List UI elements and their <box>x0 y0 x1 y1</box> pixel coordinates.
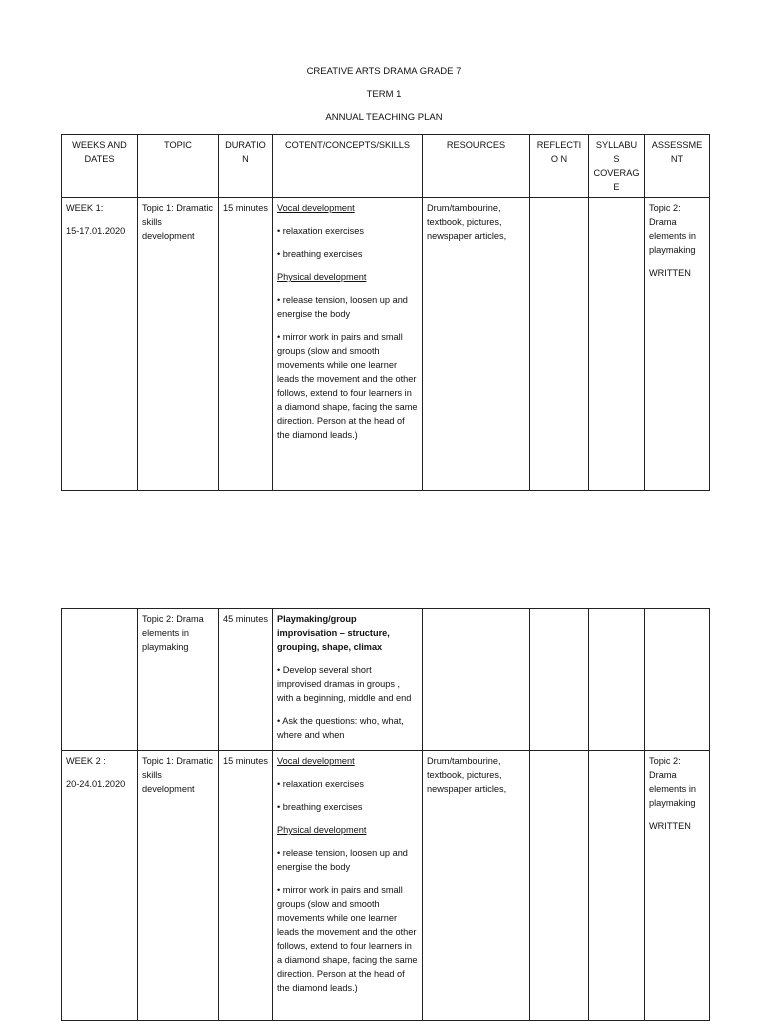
col-content-header: COTENT/CONCEPTS/SKILLS <box>273 135 423 198</box>
assessment-topic: Topic 2: Drama elements in playmaking <box>649 756 696 808</box>
reflection-cell <box>530 609 589 751</box>
content-cell <box>273 609 423 751</box>
header-row <box>62 135 710 198</box>
content-bullet: • mirror work in pairs and small groups (slow and smooth movements while one learner leads the movement and the other follows, extend to four learners in a diamond shape, facing the same direction. Person at the head of the diamond leads.) <box>277 332 418 440</box>
physical-heading: Physical development <box>277 825 367 835</box>
assessment-topic: Topic 2: Drama elements in playmaking <box>649 203 696 255</box>
col-syllabus-header: SYLLABUS COVERAGE <box>589 135 645 198</box>
assessment-type: WRITTEN <box>649 268 691 278</box>
topic-cell: Topic 1: Dramatic skills development <box>138 751 219 1021</box>
syllabus-cell <box>589 609 645 751</box>
duration-cell: 45 minutes <box>219 609 273 751</box>
reflection-cell <box>530 198 589 491</box>
week-label: WEEK 2 : <box>66 756 106 766</box>
syllabus-cell <box>589 198 645 491</box>
content-cell <box>273 751 423 1021</box>
assessment-type: WRITTEN <box>649 821 691 831</box>
reflection-cell <box>530 751 589 1021</box>
content-bullet: • Develop several short improvised dramas in groups , with a beginning, middle and end <box>277 665 412 703</box>
content-bullet: • relaxation exercises <box>277 226 364 236</box>
resources-cell <box>423 609 530 751</box>
assessment-cell <box>645 198 710 491</box>
table-row <box>62 751 710 1021</box>
teaching-plan-table-2 <box>61 608 710 1021</box>
col-reflection-header: REFLECTIO N <box>530 135 589 198</box>
week-cell <box>62 609 138 751</box>
term-label: TERM 1 <box>366 89 402 100</box>
content-bullet: • release tension, loosen up and energise the body <box>277 848 408 872</box>
content-bullet: • mirror work in pairs and small groups (slow and smooth movements while one learner leads the movement and the other follows, extend to four learners in a diamond shape, facing the same direction. Person at the head of the diamond leads.) <box>277 885 418 993</box>
week-cell <box>62 751 138 1021</box>
vocal-heading: Vocal development <box>277 203 355 213</box>
week-label: WEEK 1: <box>66 203 104 213</box>
duration-cell: 15 minutes <box>219 198 273 491</box>
col-weeks-header: WEEKS AND DATES <box>62 135 138 198</box>
col-assessment-header: ASSESSMENT <box>645 135 710 198</box>
content-cell <box>273 198 423 491</box>
resources-cell: Drum/tambourine, textbook, pictures, newspaper articles, <box>423 198 530 491</box>
week-dates: 15-17.01.2020 <box>66 226 126 236</box>
content-bullet: • breathing exercises <box>277 802 363 812</box>
assessment-cell <box>645 751 710 1021</box>
col-resources-header: RESOURCES <box>423 135 530 198</box>
table-row <box>62 609 710 751</box>
topic-cell: Topic 1: Dramatic skills development <box>138 198 219 491</box>
col-duration-header: DURATION <box>219 135 273 198</box>
document-title: CREATIVE ARTS DRAMA GRADE 7 <box>306 66 462 77</box>
plan-label: ANNUAL TEACHING PLAN <box>325 112 443 123</box>
physical-heading: Physical development <box>277 272 367 282</box>
col-topic-header: TOPIC <box>138 135 219 198</box>
topic-cell: Topic 2: Drama elements in playmaking <box>138 609 219 751</box>
assessment-cell <box>645 609 710 751</box>
week-cell <box>62 198 138 491</box>
content-bullet: • relaxation exercises <box>277 779 364 789</box>
teaching-plan-table-1 <box>61 134 710 491</box>
syllabus-cell <box>589 751 645 1021</box>
content-bullet: • release tension, loosen up and energise the body <box>277 295 408 319</box>
duration-cell: 15 minutes <box>219 751 273 1021</box>
playmaking-heading: Playmaking/group improvisation – structure, grouping, shape, climax <box>277 614 390 652</box>
content-bullet: • Ask the questions: who, what, where and when <box>277 716 404 740</box>
week-dates: 20-24.01.2020 <box>66 779 126 789</box>
table-row <box>62 198 710 491</box>
resources-cell: Drum/tambourine, textbook, pictures, newspaper articles, <box>423 751 530 1021</box>
content-bullet: • breathing exercises <box>277 249 363 259</box>
vocal-heading: Vocal development <box>277 756 355 766</box>
